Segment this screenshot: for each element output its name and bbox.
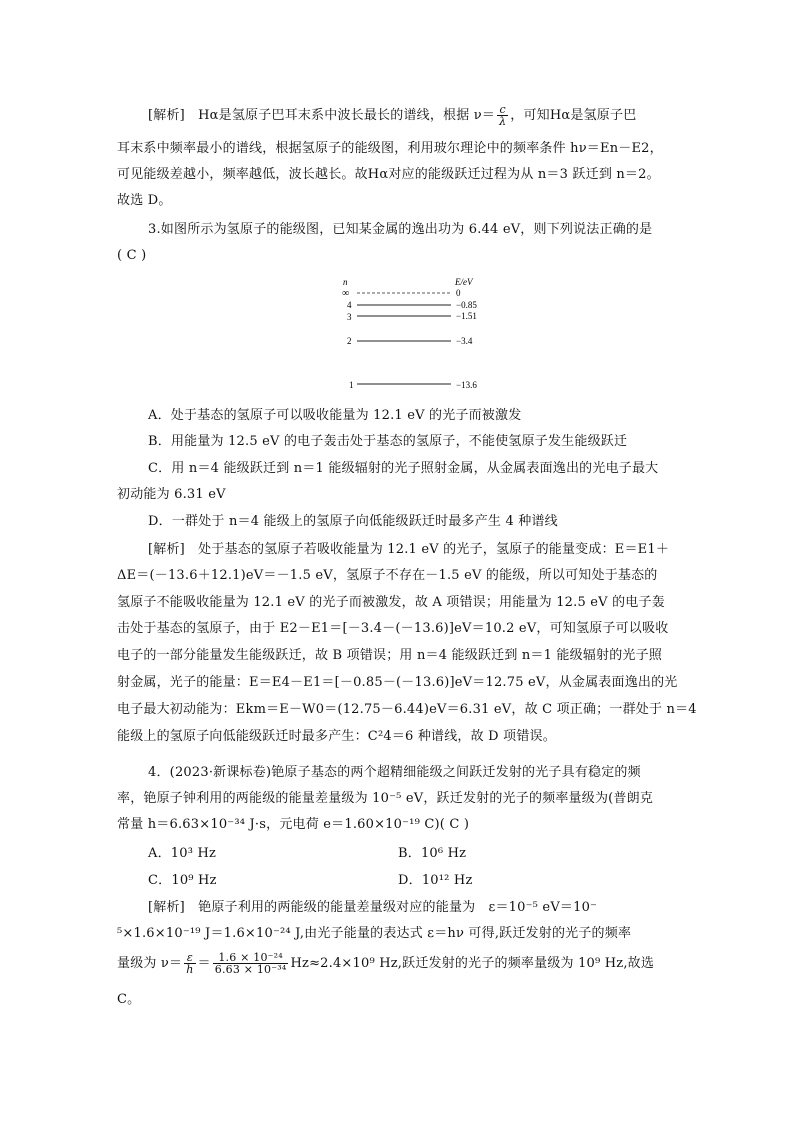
- level-n-3: 3: [347, 312, 352, 322]
- level-e-3: −1.51: [456, 311, 477, 321]
- q3-analysis-line-7: 电子最大初动能为：Ekm＝E－W0＝(12.75－6.44)eV＝6.31 eV，故 C 项正确；一群处于 n＝4: [117, 702, 697, 717]
- q3-stem-line-1: 3.如图所示为氢原子的能级图，已知某金属的逸出功为 6.44 eV，则下列说法正确的是: [148, 222, 653, 237]
- q3-option-c: C．用 n＝4 能级跃迁到 n＝1 能级辐射的光子照射金属，从金属表面逸出的光电子最大: [148, 461, 659, 476]
- q3-analysis-line-4: 击处于基态的氢原子，由于 E2－E1＝[－3.4－(－13.6)]eV＝10.2 eV，可知氢原子可以吸收: [117, 621, 669, 636]
- level-e-inf: 0: [456, 288, 461, 298]
- level-n-2: 2: [347, 336, 352, 346]
- level-e-4: −0.85: [456, 300, 477, 310]
- q3-analysis-line-8: 能级上的氢原子向低能级跃迁时最多产生：C²4＝6 种谱线，故 D 项错误。: [117, 729, 556, 744]
- q3-analysis-line-2: ΔE＝(－13.6＋12.1)eV＝－1.5 eV，氢原子不存在－1.5 eV 的能级，所以可知处于基态的: [117, 568, 658, 583]
- fraction-numeric: $\frac{\text{1.6 × 10⁻²⁴}}{\text{6.63 × 10⁻³⁴}}$: [214, 951, 287, 976]
- diagram-e-label: E/eV: [455, 277, 473, 287]
- level-n-1: 1: [349, 380, 354, 390]
- q4-option-b: B．10⁶ Hz: [398, 846, 467, 861]
- level-n-4: 4: [347, 300, 352, 310]
- q4-option-d: D．10¹² Hz: [398, 873, 473, 888]
- q3-analysis-line-5: 电子的一部分能量发生能级跃迁，故 B 项错误；用 n＝4 能级跃迁到 n＝1 能级辐射的光子照: [117, 648, 663, 663]
- diagram-n-label: n: [343, 277, 348, 287]
- level-e-1: −13.6: [456, 380, 477, 390]
- q4-analysis-line-2: ⁵×1.6×10⁻¹⁹ J＝1.6×10⁻²⁴ J,由光子能量的表达式 ε＝hν 可得,跃迁发射的光子的频率: [117, 926, 632, 941]
- q3-option-c-cont: 初动能为 6.31 eV: [117, 487, 226, 502]
- q4-stem-line-2: 率，铯原子钟利用的两能级的能量差量级为 10⁻⁵ eV，跃迁发射的光子的频率量级为(普朗克: [117, 791, 654, 806]
- q3-analysis-line-1: [解析] 处于基态的氢原子若吸收能量为 12.1 eV 的光子，氢原子的能量变成：E＝E1＋: [148, 542, 670, 557]
- q3-option-d: D．一群处于 n＝4 能级上的氢原子向低能级跃迁时最多产生 4 种谱线: [148, 514, 558, 529]
- level-e-2: −3.4: [456, 336, 473, 346]
- q4-analysis-line-1: [解析] 铯原子利用的两能级的能量差量级对应的能量为 ε＝10⁻⁵ eV＝10⁻: [148, 900, 598, 915]
- q4-option-a: A．10³ Hz: [148, 846, 217, 861]
- q4-analysis-line-4: C。: [117, 992, 141, 1007]
- q2-analysis-line-3: 可见能级差越小，频率越低，波长越长。故Hα对应的能级跃迁过程为从 n＝3 跃迁到 n＝2。: [117, 167, 660, 182]
- fraction-epsilon-over-h: $\frac{\varepsilon}{h}$: [186, 951, 194, 976]
- q4-analysis-line-3: 量级为 ν＝ $\frac{\varepsilon}{h}$ ＝ $\frac{\text{1.6 × 10⁻²⁴}}{\text{6.63 × 10⁻³⁴}}$ Hz≈2.4×10⁹ Hz,跃迁发射的光子的频率量级为 10⁹ Hz,故选: [117, 951, 655, 976]
- q4-stem-line-3: 常量 h＝6.63×10⁻³⁴ J·s，元电荷 e＝1.60×10⁻¹⁹ C)( C ): [117, 817, 470, 832]
- q2-analysis-line-4: 故选 D。: [117, 193, 172, 208]
- q3-analysis-line-6: 射金属，光子的能量：E＝E4－E1＝[－0.85－(－13.6)]eV＝12.75 eV，从金属表面逸出的光: [117, 675, 678, 690]
- q2-analysis-line-2: 耳末系中频率最小的谱线，根据氢原子的能级图，利用玻尔理论中的频率条件 hν＝En－E2，: [117, 141, 663, 156]
- q3-analysis-line-3: 氢原子不能吸收能量为 12.1 eV 的光子而被激发，故 A 项错误；用能量为 12.5 eV 的电子轰: [117, 595, 665, 610]
- fraction-c-over-lambda: $\frac{c}{\lambda}$: [499, 103, 507, 128]
- energy-level-diagram: [335, 274, 495, 398]
- q3-stem-line-2: ( C ): [117, 248, 147, 263]
- q2-analysis-line-1: [解析] Hα是氢原子巴耳末系中波长最长的谱线，根据 ν＝ $\frac{c}{\lambda}$ ，可知Hα是氢原子巴: [148, 103, 637, 128]
- q3-option-b: B．用能量为 12.5 eV 的电子轰击处于基态的氢原子，不能使氢原子发生能级跃迁: [148, 434, 628, 449]
- q4-stem-line-1: 4．(2023·新课标卷)铯原子基态的两个超精细能级之间跃迁发射的光子具有稳定的频: [148, 765, 641, 780]
- q3-option-a: A．处于基态的氢原子可以吸收能量为 12.1 eV 的光子而被激发: [148, 408, 522, 423]
- level-n-inf: ∞: [342, 288, 350, 299]
- q4-option-c: C．10⁹ Hz: [148, 873, 217, 888]
